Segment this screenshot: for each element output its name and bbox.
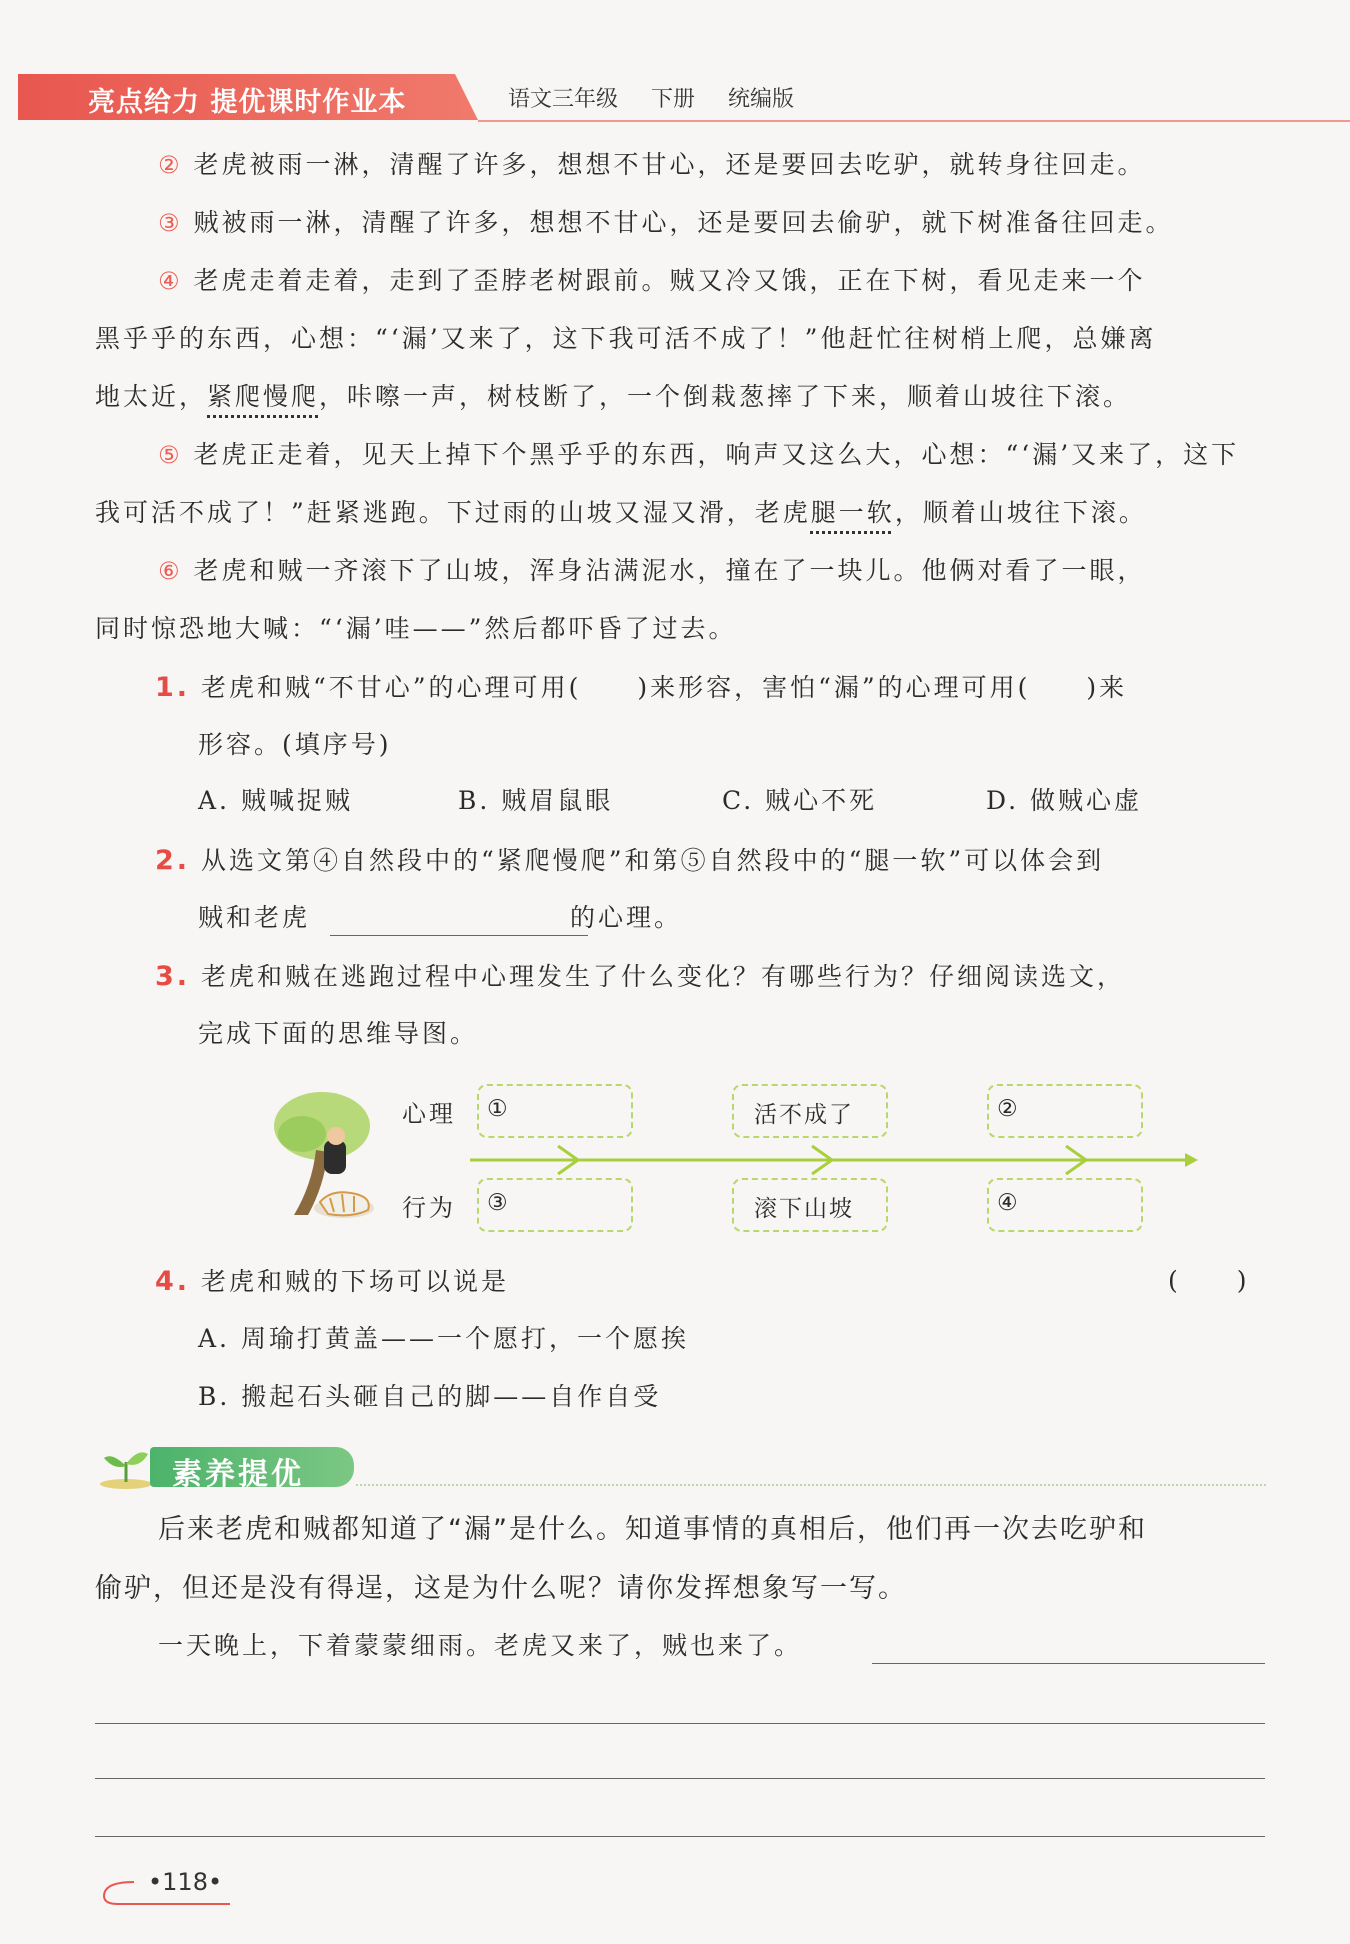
mindmap-action-3: ④ [997,1190,1020,1216]
emphasis-text: 腿一软 [810,498,895,527]
mindmap-mind-2: 活不成了 [754,1102,854,1128]
emphasis-text: 紧爬慢爬 [207,382,320,411]
mindmap-label-action: 行为 [402,1194,456,1222]
header-rule [478,120,1350,122]
question-4 [155,1268,509,1295]
section-prompt-line-1: 后来老虎和贼都知道了“漏”是什么。知道事情的真相后，他们再一次去吃驴和 [158,1514,1147,1545]
question-4-option-a: A. 周瑜打黄盖——一个愿打，一个愿挨 [198,1324,689,1353]
question-1-option-c: C. 贼心不死 [722,786,878,815]
section-title: 素养提优 [172,1457,304,1492]
question-4-answer-parens[interactable]: ( ) [1168,1266,1250,1295]
paragraph-number: ④ [158,267,183,295]
question-1-option-b: B. 贼眉鼠眼 [458,786,614,815]
header-edition: 统编版 [728,87,795,112]
paragraph-text: 贼被雨一淋，清醒了许多，想想不甘心，还是要回去偷驴，就下树准备往回走。 [193,208,1174,237]
question-1-line-2: 形容。(填序号) [198,730,392,759]
question-number: 2. [155,845,191,876]
section-prompt-line-2: 偷驴，但还是没有得逞，这是为什么呢？请你发挥想象写一写。 [95,1573,907,1604]
text-run: ，咔嚓一声，树枝断了，一个倒栽葱摔了下来，顺着山坡往下滚。 [319,382,1132,411]
text-run: 我可活不成了！”赶紧逃跑。下过雨的山坡又湿又滑，老虎 [95,498,811,527]
text-run: 的心理。 [570,903,683,932]
section-divider [356,1484,1266,1486]
question-2-line-2 [198,905,682,930]
tiger-thief-illustration [272,1090,382,1224]
paragraph-4-line-3 [95,384,1131,409]
paragraph-2 [158,152,1145,177]
mindmap-mind-3: ② [997,1096,1020,1122]
text-run: 地太近， [95,382,208,411]
question-text: 老虎和贼“不甘心”的心理可用( )来形容，害怕“漏”的心理可用( )来 [201,673,1128,702]
question-2 [155,847,1104,874]
question-3 [155,963,1125,990]
answer-blank-line [330,935,588,936]
question-number: 4. [155,1266,191,1297]
paragraph-6-line-1 [158,558,1145,583]
page-number: •118• [148,1868,223,1896]
question-1-option-d: D. 做贼心虚 [986,786,1143,815]
paragraph-4-line-1 [158,268,1145,293]
writing-line-3[interactable] [95,1778,1265,1779]
paragraph-3 [158,210,1173,235]
paragraph-number: ⑥ [158,557,183,585]
mindmap-action-2: 滚下山坡 [754,1196,854,1222]
writing-line-4[interactable] [95,1836,1265,1837]
question-text: 从选文第④自然段中的“紧爬慢爬”和第⑤自然段中的“腿一软”可以体会到 [201,846,1105,875]
question-1-option-a: A. 贼喊捉贼 [198,786,353,815]
mindmap-action-1: ③ [487,1190,510,1216]
paragraph-text: 老虎正走着，见天上掉下个黑乎乎的东西，响声又这么大，心想：“‘漏’又来了，这下 [193,440,1240,469]
question-text: 老虎和贼的下场可以说是 [201,1267,510,1296]
question-4-option-b: B. 搬起石头砸自己的脚——自作自受 [198,1382,662,1411]
question-number: 3. [155,961,191,992]
writing-line-1[interactable] [872,1663,1265,1664]
question-text: 老虎和贼在逃跑过程中心理发生了什么变化？有哪些行为？仔细阅读选文， [201,962,1126,991]
paragraph-number: ⑤ [158,441,183,469]
question-1 [155,674,1127,701]
mindmap-label-mind: 心理 [402,1100,456,1128]
question-number: 1. [155,672,191,703]
text-run: ，顺着山坡往下滚。 [894,498,1147,527]
mindmap-arrow [470,1140,1200,1180]
paragraph-text: 老虎被雨一淋，清醒了许多，想想不甘心，还是要回去吃驴，就转身往回走。 [193,150,1146,179]
writing-line-2[interactable] [95,1723,1265,1724]
paragraph-number: ③ [158,209,183,237]
mindmap-mind-1: ① [487,1096,510,1122]
header-volume: 下册 [651,87,696,112]
paragraph-text: 老虎和贼一齐滚下了山坡，浑身沾满泥水，撞在了一块儿。他俩对看了一眼， [193,556,1146,585]
paragraph-4-line-2: 黑乎乎的东西，心想：“‘漏’又来了，这下我可活不成了！”他赶忙往树梢上爬，总嫌离 [95,324,1157,353]
header-brand: 亮点给力 提优课时作业本 [88,87,407,118]
header-subject: 语文三年级 [508,87,619,112]
text-run: 贼和老虎 [198,903,311,932]
section-story-start: 一天晚上，下着蒙蒙细雨。老虎又来了，贼也来了。 [158,1631,803,1660]
page-header [18,74,1340,120]
paragraph-5-line-1 [158,442,1239,467]
paragraph-5-line-2 [95,500,1147,525]
paragraph-number: ② [158,151,183,179]
paragraph-text: 老虎走着走着，走到了歪脖老树跟前。贼又冷又饿，正在下树，看见走来一个 [193,266,1146,295]
sprout-icon [98,1444,154,1490]
question-3-line-2: 完成下面的思维导图。 [198,1019,479,1048]
paragraph-6-line-2: 同时惊恐地大喊：“‘漏’哇——”然后都吓昏了过去。 [95,614,737,643]
header-info [508,82,820,113]
